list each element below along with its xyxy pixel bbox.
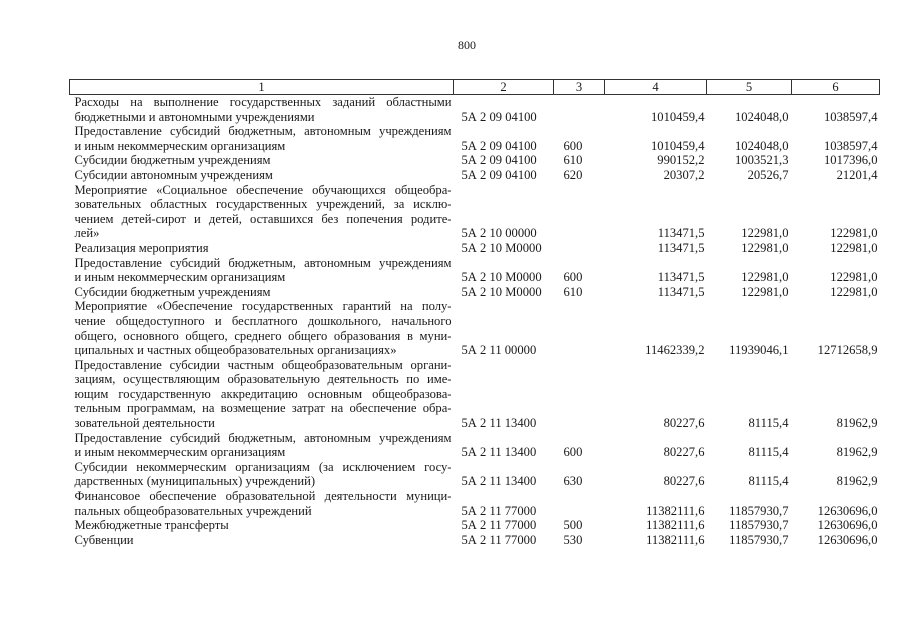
table-row	[70, 285, 880, 300]
table-row	[70, 183, 880, 241]
amount-col6: 1038597,4	[823, 138, 878, 153]
budget-table	[69, 79, 880, 547]
amount-col6: 21201,4	[836, 167, 878, 182]
amount-col4: 113471,5	[657, 226, 705, 241]
column-header-6: 6	[792, 80, 880, 95]
expense-type: 530	[563, 532, 583, 547]
description-line: Мероприятие «Социальное обеспечение обучающихся общеобра-	[74, 182, 452, 197]
expense-type	[554, 358, 605, 431]
row-description	[70, 285, 454, 300]
amount-col5: 122981,0	[741, 270, 789, 285]
description-line: чение общедоступного и бесплатного дошкольного, начального	[74, 313, 452, 328]
amount-col4: 990152,2	[657, 153, 705, 168]
amount-col5: 1003521,3	[734, 153, 789, 168]
amount-col5: 11857930,7	[729, 503, 789, 518]
description-line: Предоставление субсидий бюджетным, автономным учреждениям	[74, 255, 452, 270]
table-body	[70, 95, 880, 548]
table-row	[70, 431, 880, 460]
table-row	[70, 358, 880, 431]
expense-type	[554, 183, 605, 241]
amount-col5: 81115,4	[748, 445, 789, 460]
amount-col4: 80227,6	[663, 474, 705, 489]
table-row	[70, 533, 880, 548]
description-line: зовательной деятельности	[74, 416, 215, 431]
column-header-5: 5	[707, 80, 792, 95]
column-header-1: 1	[70, 80, 454, 95]
target-code: 5А 2 11 77000	[461, 503, 537, 518]
description-line: зовательных областных государственных учреждений, за исклю-	[74, 197, 452, 212]
header-row	[70, 80, 880, 95]
description-line: Субсидии некоммерческим организациям (за исключением госу-	[74, 459, 452, 474]
column-header-2: 2	[454, 80, 554, 95]
description-line: и иным некоммерческим организациям	[74, 270, 286, 285]
row-description	[70, 124, 454, 153]
expense-type: 600	[563, 270, 583, 285]
description-line: Межбюджетные трансферты	[74, 518, 229, 533]
column-header-3: 3	[554, 80, 605, 95]
row-description	[70, 460, 454, 489]
row-description	[70, 431, 454, 460]
description-line: дарственных (муниципальных) учреждений)	[74, 474, 316, 489]
row-description	[70, 256, 454, 285]
expense-type	[554, 241, 605, 256]
description-line: чением детей-сирот и детей, оставшихся без попечения родите-	[74, 211, 452, 226]
target-code: 5А 2 09 04100	[461, 138, 537, 153]
description-line: и иным некоммерческим организациям	[74, 138, 286, 153]
target-code: 5А 2 11 77000	[461, 532, 537, 547]
description-line: Предоставление субсидии частным общеобразовательным органи-	[74, 357, 452, 372]
table-row	[70, 256, 880, 285]
target-code: 5А 2 10 М0000	[461, 270, 542, 285]
expense-type: 610	[563, 284, 583, 299]
description-line: Субсидии бюджетным учреждениям	[74, 284, 271, 299]
description-line: Расходы на выполнение государственных заданий областными	[74, 95, 452, 109]
row-description	[70, 299, 454, 357]
row-description	[70, 241, 454, 256]
expense-type: 600	[563, 445, 583, 460]
description-line: Субсидии бюджетным учреждениям	[74, 153, 271, 168]
description-line: лей»	[74, 226, 100, 241]
amount-col4: 113471,5	[657, 270, 705, 285]
table-row	[70, 153, 880, 168]
amount-col6: 81962,9	[836, 445, 878, 460]
amount-col5: 11857930,7	[729, 532, 789, 547]
table-row	[70, 460, 880, 489]
description-line: Субвенции	[74, 532, 134, 547]
amount-col6: 122981,0	[830, 226, 878, 241]
row-description	[70, 358, 454, 431]
amount-col5: 1024048,0	[734, 109, 789, 124]
row-description	[70, 489, 454, 518]
row-description	[70, 183, 454, 241]
table-row	[70, 124, 880, 153]
target-code: 5А 2 10 00000	[461, 226, 537, 241]
description-line: Мероприятие «Обеспечение государственных гарантий на полу-	[74, 299, 452, 314]
row-description	[70, 168, 454, 183]
amount-col4: 20307,2	[663, 167, 705, 182]
description-line: пальных общеобразовательных учреждений	[74, 503, 312, 518]
amount-col5: 122981,0	[741, 284, 789, 299]
row-description	[70, 518, 454, 533]
amount-col5: 81115,4	[748, 416, 789, 431]
amount-col6: 122981,0	[830, 240, 878, 255]
amount-col6: 12712658,9	[817, 343, 878, 358]
target-code: 5А 2 10 М0000	[461, 284, 542, 299]
amount-col4: 1010459,4	[650, 109, 705, 124]
table-row	[70, 168, 880, 183]
expense-type	[554, 489, 605, 518]
amount-col4: 11382111,6	[646, 532, 705, 547]
target-code: 5А 2 11 77000	[461, 518, 537, 533]
table-row	[70, 299, 880, 357]
target-code: 5А 2 09 04100	[461, 109, 537, 124]
table-row	[70, 95, 880, 125]
description-line: зациям, осуществляющим образовательную деятельность по име-	[74, 372, 452, 387]
column-header-4: 4	[605, 80, 707, 95]
amount-col4: 11462339,2	[645, 343, 705, 358]
amount-col6: 81962,9	[836, 416, 878, 431]
expense-type	[554, 299, 605, 357]
target-code: 5А 2 09 04100	[461, 167, 537, 182]
amount-col6: 12630696,0	[817, 532, 878, 547]
target-code: 5А 2 09 04100	[461, 153, 537, 168]
amount-col4: 113471,5	[657, 240, 705, 255]
amount-col4: 80227,6	[663, 416, 705, 431]
description-line: ющим государственную аккредитацию основным общеобразова-	[74, 386, 452, 401]
description-line: ципальных и частных общеобразовательных организациях»	[74, 343, 397, 358]
expense-type: 500	[563, 518, 583, 533]
description-line: бюджетными и автономными учреждениями	[74, 109, 315, 124]
amount-col5: 11857930,7	[729, 518, 789, 533]
table-row	[70, 518, 880, 533]
row-description	[70, 153, 454, 168]
description-line: Предоставление субсидий бюджетным, автономным учреждениям	[74, 124, 452, 139]
expense-type: 630	[563, 474, 583, 489]
amount-col6: 1038597,4	[823, 109, 878, 124]
amount-col5: 20526,7	[747, 167, 789, 182]
amount-col6: 122981,0	[830, 284, 878, 299]
row-description	[70, 95, 454, 125]
amount-col4: 80227,6	[663, 445, 705, 460]
amount-col5: 122981,0	[741, 226, 789, 241]
expense-type	[554, 95, 605, 125]
amount-col6: 12630696,0	[817, 518, 878, 533]
description-line: тельным программам, на возмещение затрат на обеспечение обра-	[74, 401, 452, 416]
amount-col6: 81962,9	[836, 474, 878, 489]
description-line: Реализация мероприятия	[74, 240, 209, 255]
target-code: 5А 2 11 13400	[461, 474, 537, 489]
amount-col4: 11382111,6	[646, 503, 705, 518]
target-code: 5А 2 11 00000	[461, 343, 537, 358]
amount-col5: 1024048,0	[734, 138, 789, 153]
description-line: и иным некоммерческим организациям	[74, 445, 286, 460]
description-line: общего, основного общего, среднего общего образования в муни-	[74, 328, 452, 343]
amount-col4: 113471,5	[657, 284, 705, 299]
table-row	[70, 241, 880, 256]
target-code: 5А 2 11 13400	[461, 416, 537, 431]
page-number: 800	[458, 38, 476, 52]
amount-col6: 12630696,0	[817, 503, 878, 518]
target-code: 5А 2 11 13400	[461, 445, 537, 460]
amount-col4: 11382111,6	[646, 518, 705, 533]
target-code: 5А 2 10 М0000	[461, 240, 542, 255]
table-row	[70, 489, 880, 518]
amount-col4: 1010459,4	[650, 138, 705, 153]
amount-col6: 1017396,0	[823, 153, 878, 168]
row-description	[70, 533, 454, 548]
expense-type: 610	[563, 153, 583, 168]
amount-col5: 11939046,1	[729, 343, 789, 358]
amount-col5: 122981,0	[741, 240, 789, 255]
description-line: Субсидии автономным учреждениям	[74, 167, 273, 182]
amount-col5: 81115,4	[748, 474, 789, 489]
description-line: Предоставление субсидий бюджетным, автономным учреждениям	[74, 430, 452, 445]
expense-type: 600	[563, 138, 583, 153]
description-line: Финансовое обеспечение образовательной деятельности муници-	[74, 489, 452, 504]
amount-col6: 122981,0	[830, 270, 878, 285]
expense-type: 620	[563, 167, 583, 182]
